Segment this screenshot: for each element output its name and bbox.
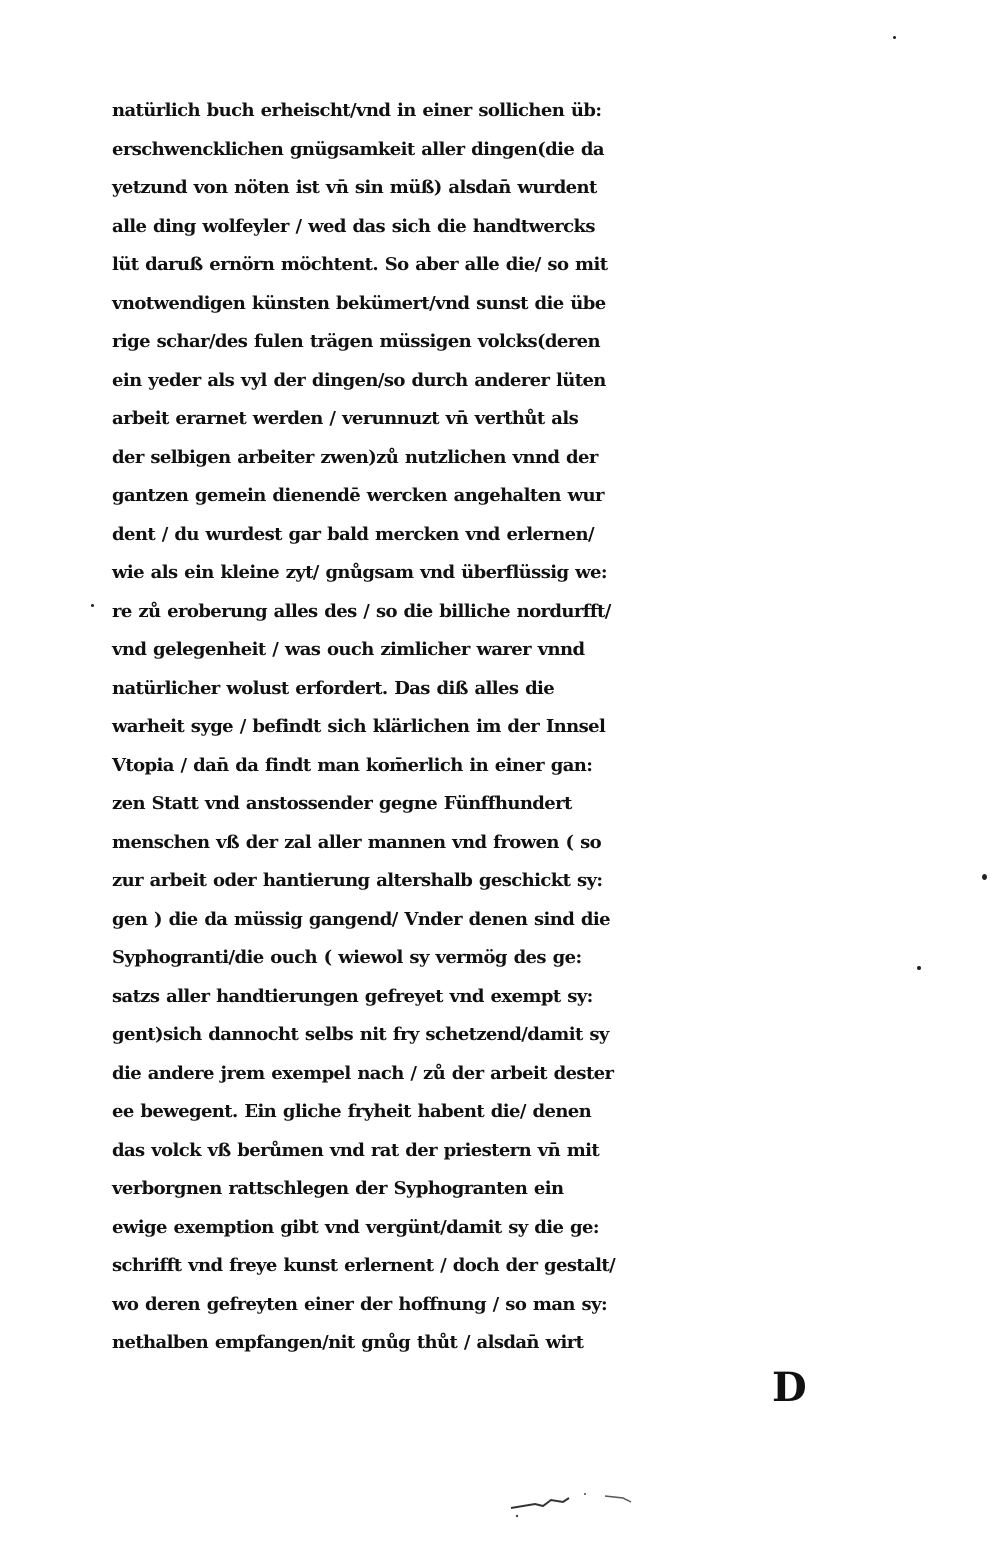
text-line-27: ee bewegent. Ein gliche fryheit habent die/ denen bbox=[112, 1101, 592, 1122]
text-line-29: verborgnen rattschlegen der Syphogranten ein bbox=[112, 1178, 564, 1199]
text-line-2: erschwencklichen gnügsamkeit aller dingen(die da bbox=[112, 138, 604, 160]
text-line-10: der selbigen arbeiter zwen)zů nutzlichen vnnd der bbox=[112, 446, 598, 468]
text-line-20: menschen vß der zal aller mannen vnd frowen ( so bbox=[112, 831, 602, 853]
text-line-22: gen ) die da müssig gangend/ Vnder denen sind die bbox=[112, 908, 610, 930]
text-line-14: re zů eroberung alles des / so die billiche nordurfft/ bbox=[112, 600, 611, 622]
text-line-31: schrifft vnd freye kunst erlernent / doch der gestalt/ bbox=[112, 1255, 616, 1276]
text-line-12: dent / du wurdest gar bald mercken vnd erlernen/ bbox=[112, 523, 594, 545]
ink-speck bbox=[982, 874, 987, 880]
text-line-28: das volck vß berůmen vnd rat der priestern vn̄ mit bbox=[112, 1139, 600, 1161]
text-line-23: Syphogranti/die ouch ( wiewol sy vermög des ge: bbox=[112, 947, 582, 968]
text-line-30: ewige exemption gibt vnd vergünt/damit sy die ge: bbox=[112, 1216, 599, 1238]
text-line-21: zur arbeit oder hantierung altershalb geschickt sy: bbox=[112, 870, 603, 891]
text-line-11: gantzen gemein dienendē wercken angehalten wur bbox=[112, 485, 604, 506]
text-line-16: natürlicher wolust erfordert. Das diß alles die bbox=[112, 677, 555, 699]
text-line-7: rige schar/des fulen trägen müssigen volcks(deren bbox=[112, 331, 600, 352]
scan-smudge bbox=[505, 1490, 665, 1520]
text-line-15: vnd gelegenheit / was ouch zimlicher warer vnnd bbox=[112, 639, 585, 660]
ink-speck bbox=[917, 966, 921, 970]
text-line-19: zen Statt vnd anstossender gegne Fünffhundert bbox=[112, 793, 572, 814]
text-line-1: natürlich buch erheischt/vnd in einer sollichen üb: bbox=[112, 100, 602, 121]
ink-speck bbox=[91, 604, 94, 607]
signature-mark: D bbox=[772, 1364, 807, 1411]
text-line-25: gent)sich dannocht selbs nit fry schetzend/damit sy bbox=[112, 1024, 609, 1045]
ink-speck bbox=[893, 36, 896, 39]
text-line-13: wie als ein kleine zyt/ gnůgsam vnd überflüssig we: bbox=[112, 562, 607, 583]
text-line-32: wo deren gefreyten einer der hoffnung / so man sy: bbox=[112, 1293, 607, 1315]
text-line-9: arbeit erarnet werden / verunnuzt vn̄ verthůt als bbox=[112, 408, 579, 429]
text-line-8: ein yeder als vyl der dingen/so durch anderer lüten bbox=[112, 369, 606, 391]
text-line-18: Vtopia / dan̄ da findt man kom̄erlich in einer gan: bbox=[112, 754, 593, 776]
text-line-6: vnotwendigen künsten bekümert/vnd sunst die übe bbox=[112, 292, 606, 314]
text-body bbox=[112, 92, 912, 1363]
text-line-5: lüt daruß ernörn möchtent. So aber alle die/ so mit bbox=[112, 254, 608, 275]
text-line-4: alle ding wolfeyler / wed das sich die handtwercks bbox=[112, 215, 595, 237]
text-line-3: yetzund von nöten ist vn̄ sin müß) alsdan̄ wurdent bbox=[112, 177, 597, 198]
text-line-24: satzs aller handtierungen gefreyet vnd exempt sy: bbox=[112, 985, 593, 1007]
text-line-17: warheit syge / befindt sich klärlichen im der Innsel bbox=[112, 716, 606, 737]
text-line-33: nethalben empfangen/nit gnůg thůt / alsdan̄ wirt bbox=[112, 1332, 584, 1353]
text-line-26: die andere jrem exempel nach / zů der arbeit dester bbox=[112, 1062, 614, 1084]
